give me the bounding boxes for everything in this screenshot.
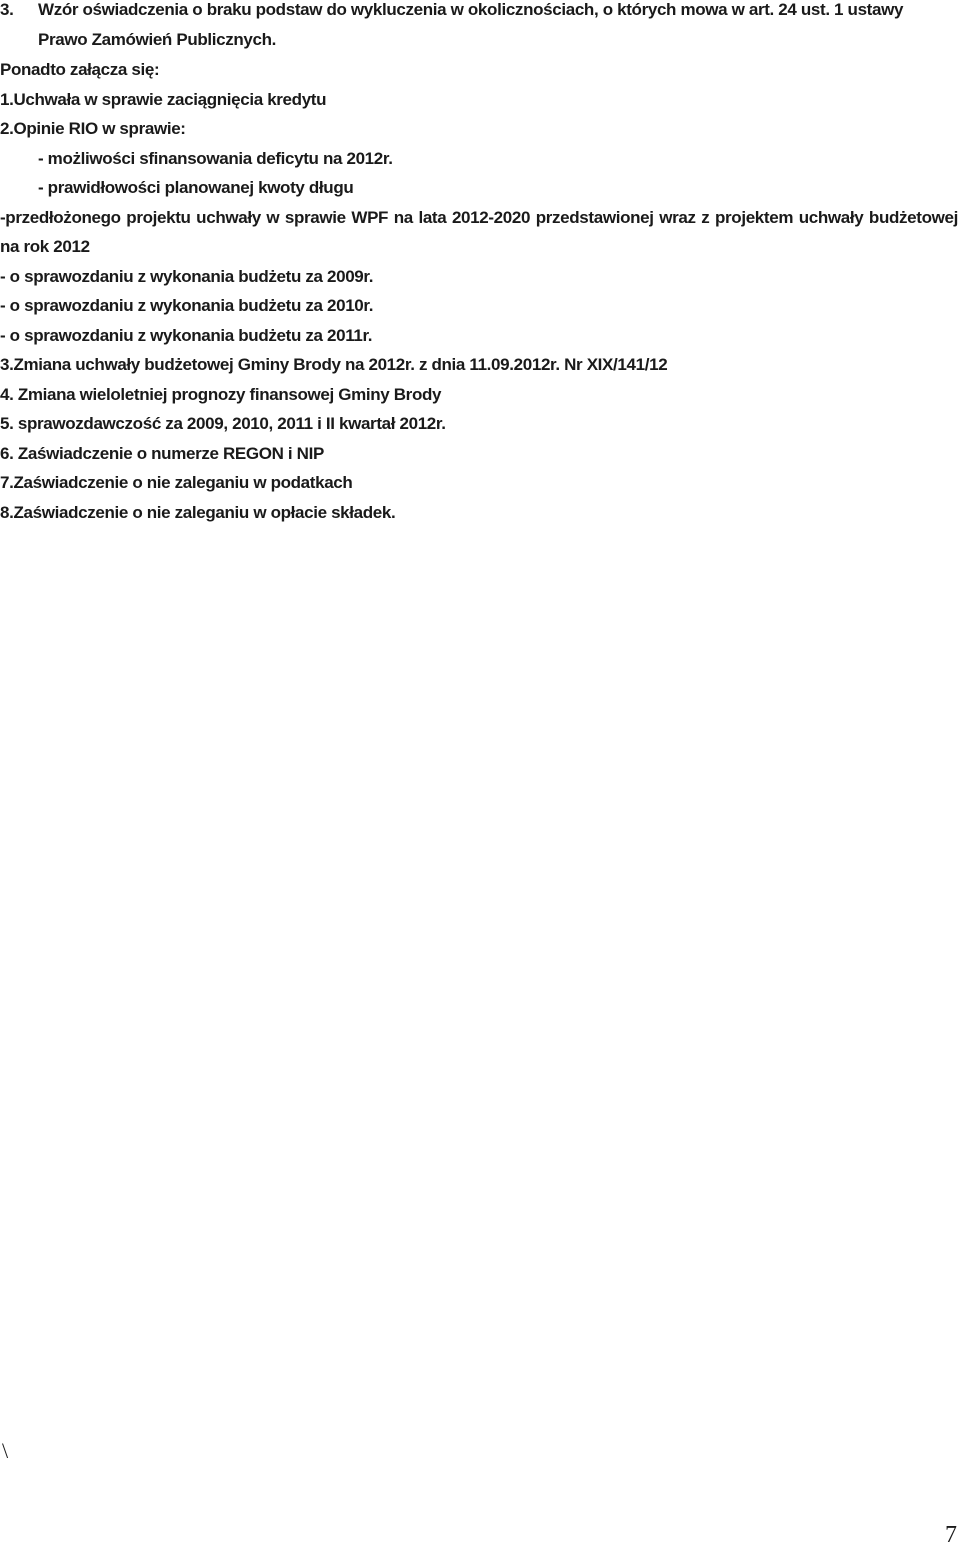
- attachments-intro: Ponadto załącza się:: [0, 60, 160, 79]
- sub-list-item: -przedłożonego projektu uchwały w sprawie WPF na lata 2012-2020 przedstawionej wraz z projektem uchwały budżetowej na rok 2012: [0, 207, 958, 256]
- item-number: 3.: [0, 0, 14, 19]
- sub-list-item: - o sprawozdaniu z wykonania budżetu za 2011r.: [0, 325, 373, 345]
- sub-list-item: - o sprawozdaniu z wykonania budżetu za 2009r.: [0, 266, 374, 286]
- list-item: 2.Opinie RIO w sprawie:: [0, 119, 186, 138]
- attachment-item-3: [0, 0, 955, 55]
- sub-list-item: - możliwości sfinansowania deficytu na 2012r.: [38, 148, 393, 168]
- list-item: 6. Zaświadczenie o numerze REGON i NIP: [0, 443, 324, 463]
- list-item: 7.Zaświadczenie o nie zaleganiu w podatkach: [0, 473, 353, 492]
- sub-list-item: - prawidłowości planowanej kwoty długu: [38, 178, 354, 197]
- list-item: 5. sprawozdawczość za 2009, 2010, 2011 i II kwartał 2012r.: [0, 414, 446, 433]
- list-item: 4. Zmiana wieloletniej prognozy finansowej Gminy Brody: [0, 384, 442, 404]
- sub-list-item: - o sprawozdaniu z wykonania budżetu za 2010r.: [0, 296, 374, 315]
- page-number: 7: [945, 1522, 957, 1548]
- item-text: Wzór oświadczenia o braku podstaw do wykluczenia w okolicznościach, o których mowa w art. 24 ust. 1 ustawy Prawo Zamówień Publicznych.: [38, 0, 904, 49]
- stray-mark: \: [2, 1438, 9, 1463]
- attachments-list: [0, 55, 960, 527]
- list-item: 1.Uchwała w sprawie zaciągnięcia kredytu: [0, 89, 327, 109]
- list-item: 8.Zaświadczenie o nie zaleganiu w opłacie składek.: [0, 502, 396, 522]
- list-item: 3.Zmiana uchwały budżetowej Gminy Brody na 2012r. z dnia 11.09.2012r. Nr XIX/141/12: [0, 355, 668, 374]
